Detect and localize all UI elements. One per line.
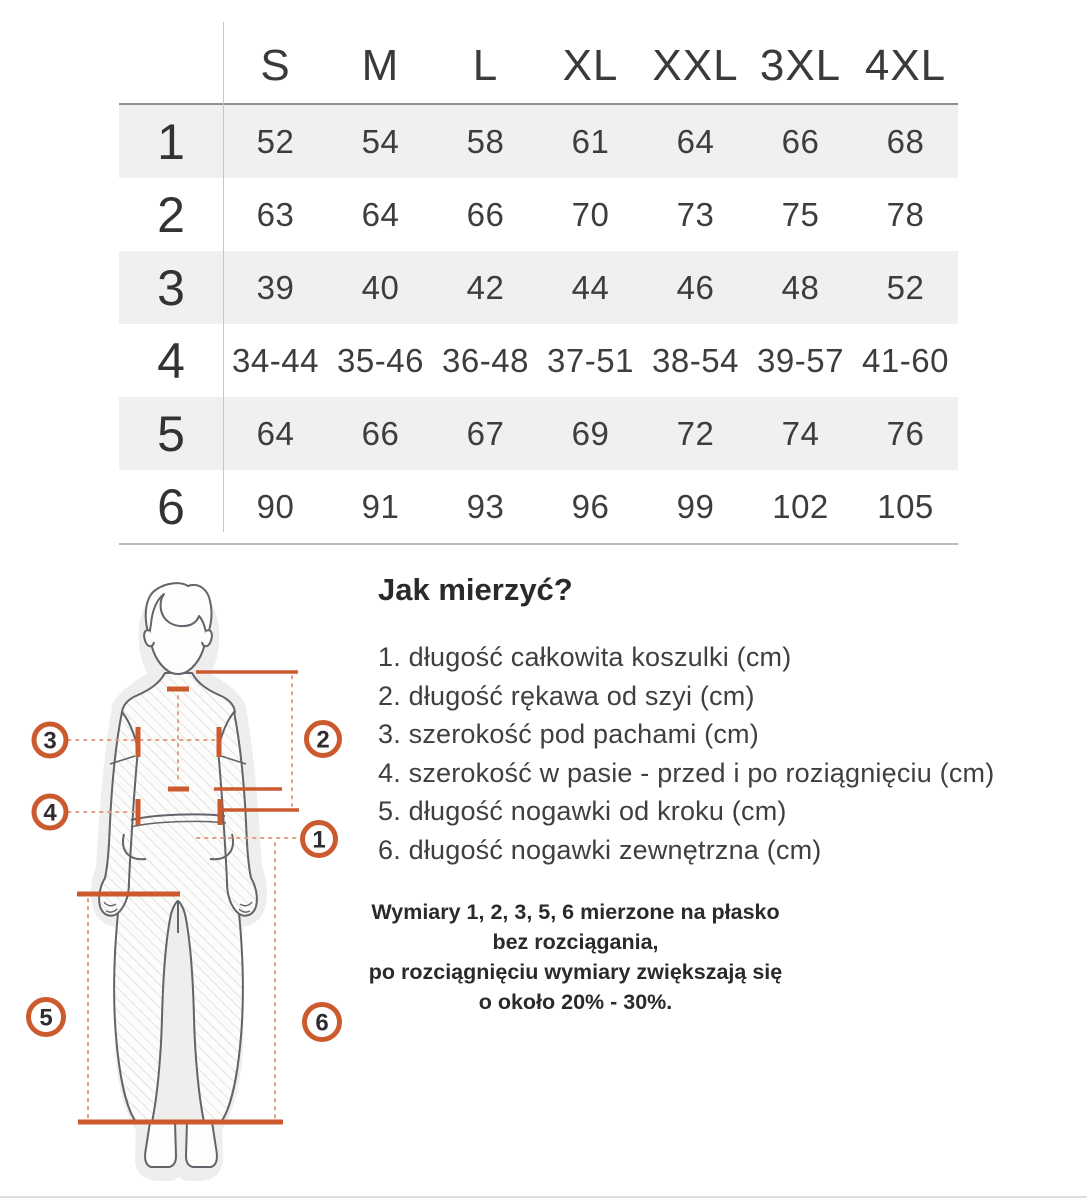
column-header: L (472, 40, 499, 90)
table-cell: 74 (781, 414, 820, 452)
measure-list-item: 4. szerokość w pasie - przed i po roziągnięciu (cm) (378, 757, 995, 788)
table-vertical-divider (223, 22, 224, 532)
size-table (119, 22, 958, 545)
table-cell: 75 (781, 195, 820, 233)
size-rows (119, 103, 958, 545)
table-cell: 90 (256, 487, 295, 525)
table-row (119, 251, 958, 324)
measure-list-item: 6. długość nogawki zewnętrzna (cm) (378, 834, 822, 865)
table-cell: 54 (361, 122, 400, 160)
marker-label-4: 4 (43, 799, 57, 827)
row-label: 4 (157, 332, 185, 389)
measure-list-item: 2. długość rękawa od szyi (cm) (378, 680, 755, 711)
table-cell: 66 (466, 195, 505, 233)
table-cell: 61 (571, 122, 610, 160)
table-cell: 102 (772, 487, 829, 525)
how-to-measure-title: Jak mierzyć? (378, 572, 573, 607)
table-cell: 52 (886, 268, 925, 306)
table-cell: 35-46 (337, 341, 424, 379)
table-cell: 73 (676, 195, 715, 233)
note-line: o około 20% - 30%. (478, 990, 673, 1014)
table-row (119, 397, 958, 470)
table-cell: 37-51 (547, 341, 634, 379)
table-cell: 99 (676, 487, 715, 525)
table-row (119, 470, 958, 543)
table-cell: 39 (256, 268, 295, 306)
measure-list-item: 5. długość nogawki od kroku (cm) (378, 796, 787, 827)
table-cell: 70 (571, 195, 610, 233)
table-row (119, 324, 958, 397)
table-cell: 76 (886, 414, 925, 452)
table-cell: 68 (886, 122, 925, 160)
table-cell: 78 (886, 195, 925, 233)
table-cell: 38-54 (652, 341, 739, 379)
table-cell: 39-57 (757, 341, 844, 379)
measure-note (363, 897, 788, 1017)
column-header: M (361, 40, 400, 90)
table-cell: 69 (571, 414, 610, 452)
table-cell: 63 (256, 195, 295, 233)
table-cell: 105 (877, 487, 934, 525)
note-line: Wymiary 1, 2, 3, 5, 6 mierzone na płasko bez rozciągania, (371, 900, 780, 954)
table-cell: 48 (781, 268, 820, 306)
table-cell: 64 (256, 414, 295, 452)
column-header: XL (562, 40, 619, 90)
marker-label-6: 6 (315, 1009, 329, 1037)
table-cell: 67 (466, 414, 505, 452)
row-label: 3 (157, 259, 185, 316)
row-label: 5 (157, 405, 185, 462)
row-label: 6 (157, 478, 185, 535)
table-cell: 41-60 (862, 341, 949, 379)
marker-label-5: 5 (39, 1004, 53, 1032)
measure-list (378, 638, 994, 870)
table-cell: 52 (256, 122, 295, 160)
table-cell: 64 (361, 195, 400, 233)
row-label: 2 (157, 186, 185, 243)
table-cell: 58 (466, 122, 505, 160)
note-line: po rozciągnięciu wymiary zwiększają się (368, 960, 783, 984)
page-bottom-divider (0, 1196, 1087, 1198)
table-cell: 42 (466, 268, 505, 306)
table-cell: 72 (676, 414, 715, 452)
marker-label-1: 1 (312, 826, 326, 854)
measure-list-item: 3. szerokość pod pachami (cm) (378, 719, 759, 750)
column-header: 4XL (864, 40, 947, 90)
table-row (119, 105, 958, 178)
table-cell: 96 (571, 487, 610, 525)
marker-label-3: 3 (43, 727, 57, 755)
table-cell: 66 (361, 414, 400, 452)
row-label: 1 (157, 113, 185, 170)
size-table-header (119, 22, 958, 103)
table-cell: 44 (571, 268, 610, 306)
table-cell: 66 (781, 122, 820, 160)
table-cell: 40 (361, 268, 400, 306)
column-header: 3XL (759, 40, 842, 90)
table-cell: 46 (676, 268, 715, 306)
marker-label-2: 2 (316, 726, 330, 754)
table-cell: 36-48 (442, 341, 529, 379)
table-cell: 34-44 (232, 341, 319, 379)
measurement-figure (0, 552, 362, 1200)
column-header: S (260, 40, 291, 90)
table-cell: 64 (676, 122, 715, 160)
table-cell: 91 (361, 487, 400, 525)
measure-list-item: 1. długość całkowita koszulki (cm) (378, 642, 792, 672)
column-header: XXL (652, 40, 739, 90)
table-cell: 93 (466, 487, 505, 525)
table-row (119, 178, 958, 251)
